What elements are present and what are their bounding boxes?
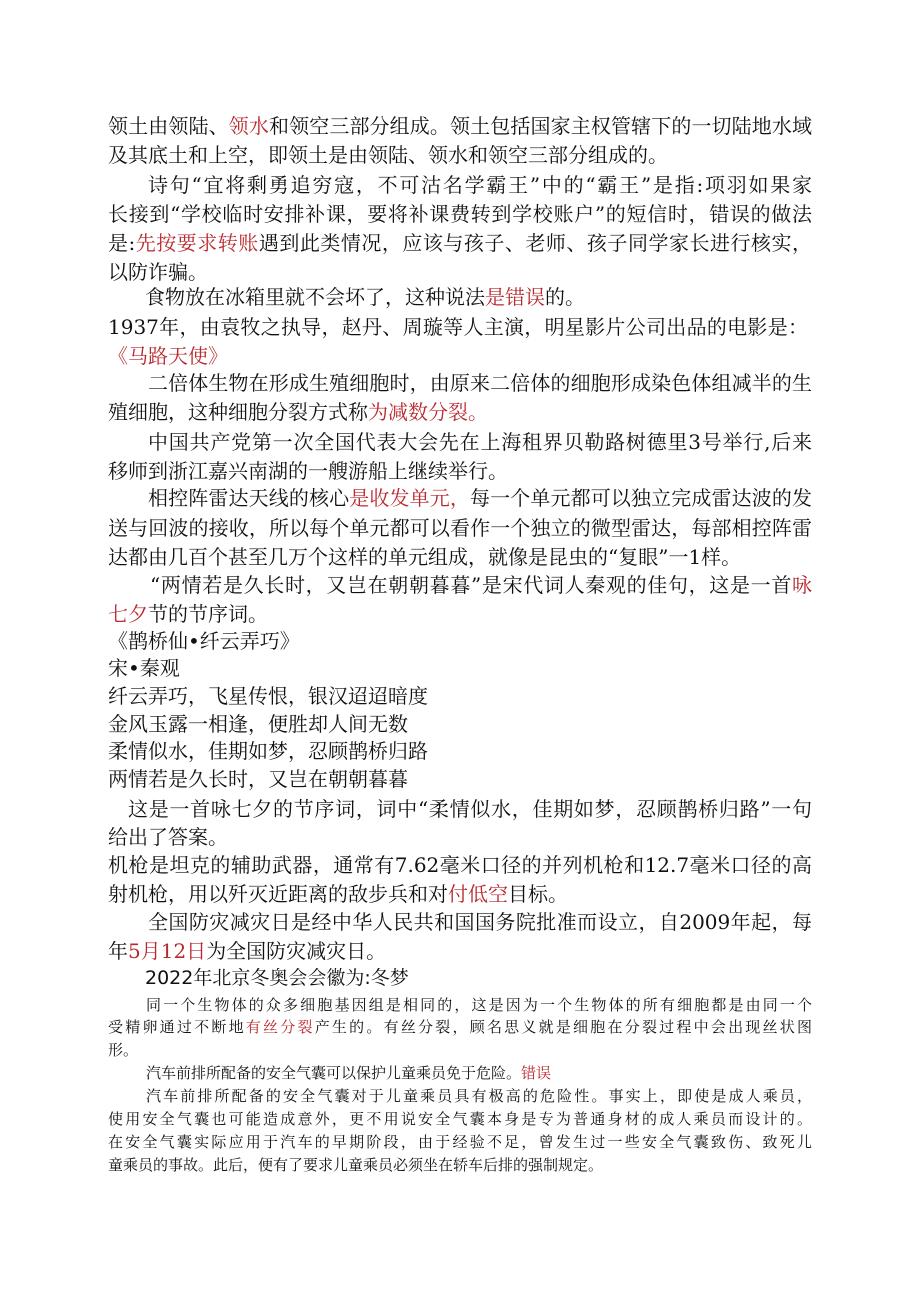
paragraph-scam-line-3 xyxy=(108,229,812,257)
text: 年 xyxy=(108,939,128,963)
paragraph-answer-line-2: 给出了答案。 xyxy=(108,825,228,849)
text: 产生的。有丝分裂，顾名思义就是细胞在分裂过程中会出现丝状图 xyxy=(314,1018,812,1036)
paragraph-cpc-line-2: 移师到浙江嘉兴南湖的一艘游船上继续举行。 xyxy=(108,459,508,483)
answer-highlight: 有丝分裂 xyxy=(245,1018,315,1036)
text: 是: xyxy=(108,231,136,255)
poem-line: 纤云弄巧，飞星传恨，银汉迢迢暗度 xyxy=(108,684,428,708)
text: “两情若是久长时，又岂在朝朝暮暮”是宋代词人秦观的佳句，这是一首 xyxy=(150,573,792,597)
paragraph-disaster-day-line-2 xyxy=(108,937,386,965)
answer-highlight: 七夕 xyxy=(108,602,148,626)
poem-line: 两情若是久长时，又岂在朝朝暮暮 xyxy=(108,767,408,791)
paragraph-meiosis-line-1: 二倍体生物在形成生殖细胞时，由原来二倍体的细胞形成染色体组减半的生 xyxy=(148,371,812,395)
answer-highlight: 付低空 xyxy=(448,882,508,906)
text: 食物放在冰箱里就不会坏了，这种说法 xyxy=(145,285,485,309)
text: 汽车前排所配备的安全气囊可以保护儿童乘员免于危险。 xyxy=(146,1064,522,1082)
paragraph-mitosis-line-2 xyxy=(108,1016,812,1038)
answer-highlight: 领水 xyxy=(228,114,269,138)
paragraph-scam-line-2: 长接到“学校临时安排补课，要将补课费转到学校账户”的短信时，错误的做法 xyxy=(108,202,812,226)
answer-highlight: 是错误 xyxy=(485,285,545,309)
text: 节的节序词。 xyxy=(148,602,268,626)
paragraph-airbag-line-2: 使用安全气囊也可能造成意外，更不用说安全气囊本身是专为普通身材的成人乘员而设计的。 xyxy=(108,1110,812,1128)
answer-highlight: 错误 xyxy=(521,1064,552,1082)
paragraph-film-answer: 《马路天使》 xyxy=(108,344,228,368)
paragraph-disaster-day-line-1: 全国防灾减灾日是经中华人民共和国国务院批准而设立，自2009年起，每 xyxy=(148,910,812,934)
paragraph-qixi-line-1 xyxy=(150,571,812,599)
paragraph-radar-line-3: 达都由几百个甚至几万个这样的单元组成，就像是昆虫的“复眼”一1样。 xyxy=(108,545,742,569)
paragraph-machinegun-line-2 xyxy=(108,880,568,908)
text: 和领空三部分组成。领土包括国家主权管辖下的一切陆地水域 xyxy=(268,114,813,138)
paragraph-territory-line-1 xyxy=(108,112,812,140)
text: 每一个单元都可以独立完成雷达波的发 xyxy=(470,486,812,510)
paragraph-airbag-question xyxy=(146,1062,551,1084)
paragraph-film-line-1: 1937年，由袁牧之执导，赵丹、周璇等人主演，明星影片公司出品的电影是： xyxy=(108,315,808,339)
poem-line: 柔情似水，佳期如梦，忍顾鹊桥归路 xyxy=(108,739,428,763)
paragraph-mitosis-line-1: 同一个生物体的众多细胞基因组是相同的，这是因为一个生物体的所有细胞都是由同一个 xyxy=(146,996,812,1014)
paragraph-answer-line-1: 这是一首咏七夕的节序词，词中“柔情似水，佳期如梦，忍顾鹊桥归路”一句 xyxy=(128,797,812,821)
paragraph-airbag-line-4: 童乘员的事故。此后，便有了要求儿童乘员必须坐在轿车后排的强制规定。 xyxy=(108,1156,604,1174)
paragraph-radar-line-2: 送与回波的接收，所以每个单元都可以看作一个独立的微型雷达，每部相控阵雷 xyxy=(108,516,812,540)
paragraph-territory-line-2: 及其底土和上空，即领土是由领陆、领水和领空三部分组成的。 xyxy=(108,143,668,167)
text: 殖细胞，这种细胞分裂方式称 xyxy=(108,400,368,424)
text: 目标。 xyxy=(508,882,568,906)
text: 的。 xyxy=(545,285,585,309)
paragraph-machinegun-line-1: 机枪是坦克的辅助武器，通常有7.62毫米口径的并列机枪和12.7毫米口径的高 xyxy=(108,853,812,877)
poem-line: 金风玉露一相逢，便胜却人间无数 xyxy=(108,712,408,736)
paragraph-olympics-emblem: 2022年北京冬奥会会徽为:冬梦 xyxy=(145,967,409,989)
text: 相控阵雷达天线的核心 xyxy=(148,486,350,510)
poem-author: 宋•秦观 xyxy=(108,656,180,680)
text: 受精卵通过不断地 xyxy=(108,1018,246,1036)
answer-highlight: 为减数分裂。 xyxy=(368,400,488,424)
text: 遇到此类情况，应该与孩子、老师、孩子同学家长进行核实， xyxy=(258,231,813,255)
paragraph-airbag-line-3: 在安全气囊实际应用于汽车的早期阶段，由于经验不足，曾发生过一些安全气囊致伤、致死儿 xyxy=(108,1133,812,1151)
paragraph-radar-line-1 xyxy=(148,484,812,512)
paragraph-poem-line-1: 诗句“宜将剩勇追穷寇，不可沽名学霸王”中的“霸王”是指:项羽如果家 xyxy=(148,173,812,197)
answer-highlight: 先按要求转账 xyxy=(135,231,259,255)
paragraph-scam-line-4: 以防诈骗。 xyxy=(108,260,208,284)
answer-highlight: 咏 xyxy=(792,573,812,597)
paragraph-qixi-line-2 xyxy=(108,600,268,628)
paragraph-mitosis-line-3: 形。 xyxy=(108,1041,139,1059)
paragraph-airbag-line-1: 汽车前排所配备的安全气囊对于儿童乘员具有极高的危险性。事实上，即使是成人乘员， xyxy=(146,1087,812,1105)
answer-highlight: 是收发单元， xyxy=(349,486,470,510)
answer-highlight: 5月12日 xyxy=(128,939,207,963)
paragraph-fridge xyxy=(145,283,585,311)
text: 领土由领陆、 xyxy=(108,114,229,138)
text: 为全国防灾减灾日。 xyxy=(206,939,387,963)
paragraph-cpc-line-1: 中国共产党第一次全国代表大会先在上海租界贝勒路树德里3号举行,后来 xyxy=(148,430,812,454)
text: 射机枪，用以歼灭近距离的敌步兵和对 xyxy=(108,882,448,906)
paragraph-meiosis-line-2 xyxy=(108,398,488,426)
poem-title: 《鹊桥仙•纤云弄巧》 xyxy=(108,629,300,653)
